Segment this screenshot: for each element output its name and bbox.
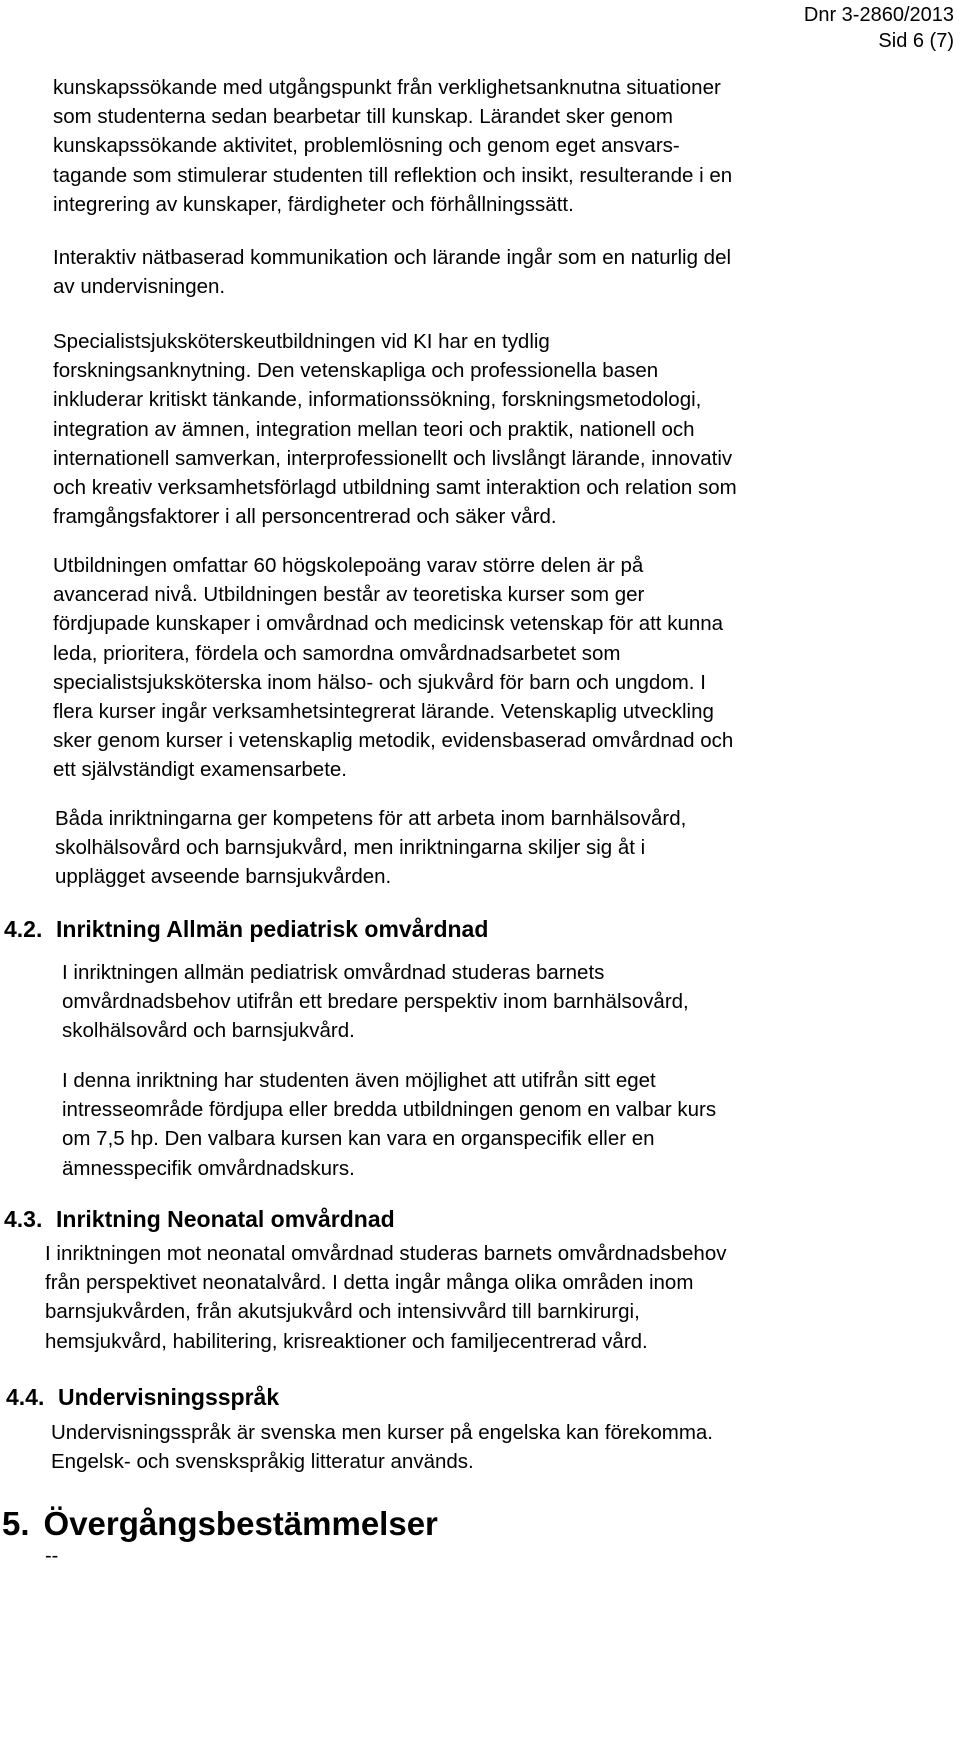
page-number: Sid 6 (7) [878,30,954,52]
paragraph-learning: kunskapssökande med utgångspunkt från verklighetsanknutna situationer som studenterna sedan bearbetar till kunskap. Lärandet sker genom kunskapssökande aktivitet, problemlösning och genom eget ansvars- tagande som stimulerar studenten till reflektion och insikt, resulterande i en integrering av kunskaper, färdigheter och förhållningssätt. [53,76,733,216]
paragraph-specialisations: Båda inriktningarna ger kompetens för att arbeta inom barnhälsovård, skolhälsovård och barnsjukvård, men inriktningarna skiljer sig åt i upplägget avseende barnsjukvården. [55,807,687,889]
paragraph-interactive: Interaktiv nätbaserad kommunikation och lärande ingår som en naturlig del av undervisningen. [53,246,732,299]
section-number: 4.3. [4,1206,43,1232]
section-4-2-paragraph-2: I denna inriktning har studenten även möjlighet att utifrån sitt eget intresseområde fördjupa eller bredda utbildningen genom en valbar kurs om 7,5 hp. Den valbara kursen kan vara en organspecifik eller en ämnesspecifik omvårdnadskurs. [62,1069,717,1180]
section-4-3-paragraph-1: I inriktningen mot neonatal omvårdnad studeras barnets omvårdnadsbehov från perspektivet neonatalvård. I detta ingår många olika områden inom barnsjukvården, från akutsjukvård och intensivvård till barnkirurgi, hemsjukvård, habilitering, krisreaktioner och familjecentrerad vård. [45,1242,727,1353]
paragraph-programme: Utbildningen omfattar 60 högskolepoäng varav större delen är på avancerad nivå. Utbildningen består av teoretiska kurser som ger fördjupade kunskaper i omvårdnad och medicinsk vetenskap för att kunna leda, prioritera, fördela och samordna omvårdnadsarbetet som specialistsjuksköterska inom hälso- och sjukvård för barn och ungdom. I flera kurser ingår verksamhetsintegrerat lärande. Vetenskaplig utveckling sker genom kurser i vetenskaplig metodik, evidensbaserad omvårdnad och ett självständigt examensarbete. [53,554,734,782]
section-title: Inriktning Neonatal omvårdnad [56,1206,395,1232]
document-reference: Dnr 3-2860/2013 [803,4,954,26]
section-title: Undervisningsspråk [58,1384,280,1410]
chapter-number: 5. [2,1505,30,1542]
chapter-heading-5 [2,1504,438,1544]
section-4-2-paragraph-1: I inriktningen allmän pediatrisk omvårdnad studeras barnets omvårdnadsbehov utifrån ett bredare perspektiv inom barnhälsovård, skolhälsovård och barnsjukvård. [62,961,689,1043]
section-number: 4.4. [6,1384,45,1410]
paragraph-research: Specialistsjuksköterskeutbildningen vid KI har en tydlig forskningsanknytning. Den vetenskapliga och professionella basen inkluderar kritiskt tänkande, informationssökning, forskningsmetodologi, integration av ämnen, integration mellan teori och praktik, nationell och internationell samverkan, interprofessionellt och livslångt lärande, innovativ och kreativ verksamhetsförlagd utbildning samt interaktion och relation som framgångsfaktorer i all personcentrerad och säker vård. [53,330,737,529]
chapter-body-placeholder: -- [45,1545,59,1567]
section-4-4-paragraph-1: Undervisningsspråk är svenska men kurser på engelska kan förekomma. Engelsk- och svenskspråkig litteratur används. [51,1421,713,1474]
section-number: 4.2. [4,916,43,942]
chapter-title: Övergångsbestämmelser [43,1505,438,1542]
section-title: Inriktning Allmän pediatrisk omvårdnad [56,916,489,942]
